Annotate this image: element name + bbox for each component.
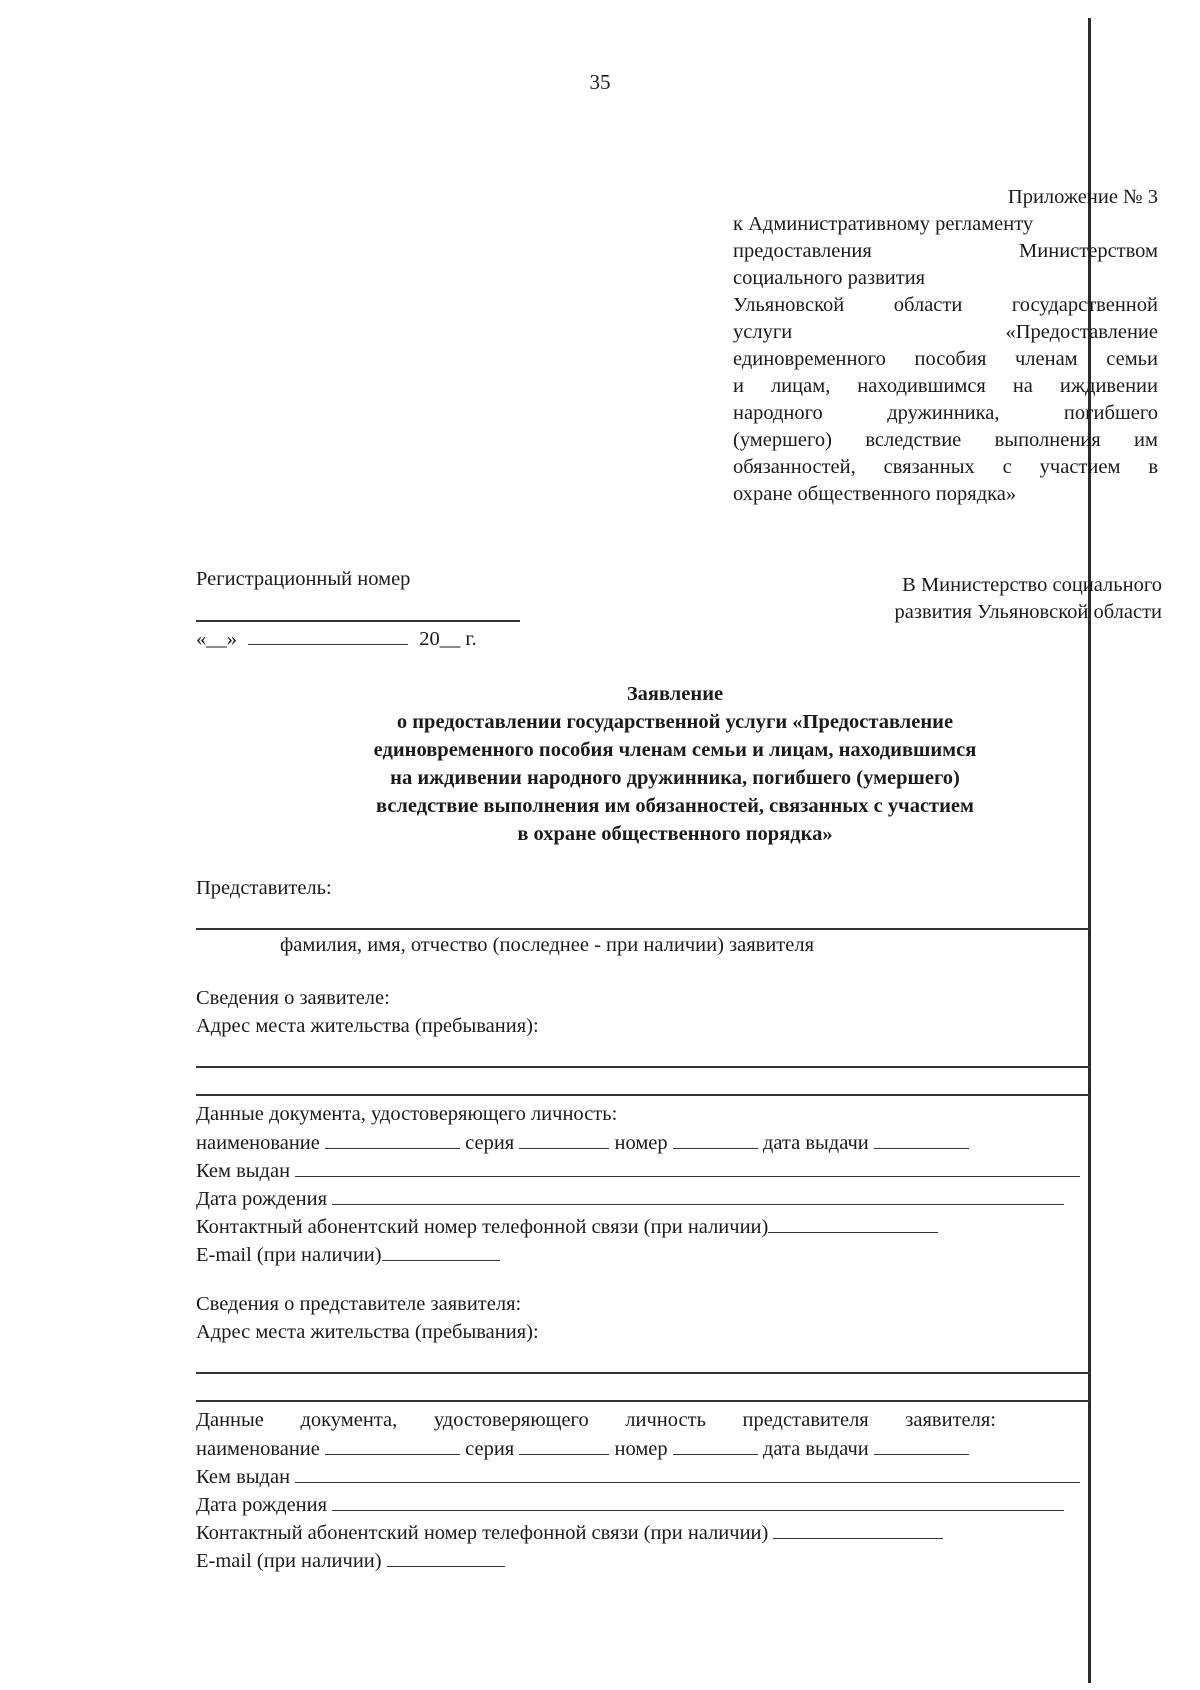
rep-doc-name-field[interactable] xyxy=(325,1436,460,1455)
issued-by-field[interactable] xyxy=(295,1158,1080,1177)
rep-address-label: Адрес места жительства (пребывания): xyxy=(196,1321,539,1343)
date-day: «__» xyxy=(196,628,237,650)
issued-by-label: Кем выдан xyxy=(196,1160,291,1182)
appendix-block xyxy=(733,184,1158,508)
title-line: вследствие выполнения им обязанностей, связанных с участием xyxy=(376,795,974,817)
date-year: 20__ г. xyxy=(419,628,477,650)
rep-email-label: E-mail (при наличии) xyxy=(196,1550,382,1572)
addressee-block xyxy=(822,572,1162,626)
title-line: единовременного пособия членам семьи и лицам, находившимся xyxy=(373,739,977,761)
phone-field[interactable] xyxy=(768,1214,938,1233)
rep-birth-field[interactable] xyxy=(332,1492,1064,1511)
doc-number-label: номер xyxy=(614,1132,668,1154)
doc-series-field[interactable] xyxy=(519,1130,609,1149)
registration-label: Регистрационный номер xyxy=(196,568,411,590)
rep-issued-by-label: Кем выдан xyxy=(196,1466,291,1488)
rep-doc-number-label: номер xyxy=(614,1438,668,1460)
rep-doc-number-field[interactable] xyxy=(673,1436,758,1455)
rep-email-row xyxy=(196,1548,505,1573)
rep-issued-by-field[interactable] xyxy=(295,1464,1080,1483)
rep-doc-row xyxy=(196,1436,969,1461)
doc-name-field[interactable] xyxy=(325,1130,460,1149)
appendix-line: охране общественного порядка» xyxy=(733,483,1017,505)
doc-issue-date-label: дата выдачи xyxy=(762,1132,869,1154)
registration-date xyxy=(196,626,477,651)
title-line: в охране общественного порядка» xyxy=(517,823,833,845)
rep-phone-row xyxy=(196,1520,943,1545)
rep-doc-name-label: наименование xyxy=(196,1438,320,1460)
email-label: E-mail (при наличии) xyxy=(196,1244,382,1266)
registration-number-field[interactable] xyxy=(196,620,520,622)
applicant-email-row xyxy=(196,1242,500,1267)
email-field[interactable] xyxy=(382,1242,500,1261)
appendix-line: социального развития xyxy=(733,267,926,289)
applicant-address-field-2[interactable] xyxy=(196,1094,1090,1096)
rep-doc-series-field[interactable] xyxy=(519,1436,609,1455)
rep-doc-series-label: серия xyxy=(465,1438,515,1460)
applicant-birth-row xyxy=(196,1186,1064,1211)
rep-phone-label: Контактный абонентский номер телефонной связи (при наличии) xyxy=(196,1522,769,1544)
appendix-line: предоставления Министерством xyxy=(733,240,1158,262)
applicant-doc-row xyxy=(196,1130,969,1155)
representative-caption: фамилия, имя, отчество (последнее - при наличии) заявителя xyxy=(280,934,815,956)
addressee-line: развития Ульяновской области xyxy=(894,601,1162,623)
birth-field[interactable] xyxy=(332,1186,1064,1205)
appendix-line: обязанностей, связанных с участием в xyxy=(733,456,1158,478)
doc-series-label: серия xyxy=(465,1132,515,1154)
representative-name-field[interactable] xyxy=(196,928,1090,930)
appendix-line: единовременного пособия членам семьи xyxy=(733,348,1158,370)
representative-label: Представитель: xyxy=(196,877,332,899)
rep-doc-issue-date-field[interactable] xyxy=(874,1436,969,1455)
page-number: 35 xyxy=(589,70,611,94)
applicant-address-label: Адрес места жительства (пребывания): xyxy=(196,1015,539,1037)
rep-address-field-1[interactable] xyxy=(196,1372,1090,1374)
appendix-line: Ульяновской области государственной xyxy=(733,294,1158,316)
appendix-line: и лицам, находившимся на иждивении xyxy=(733,375,1158,397)
rep-birth-label: Дата рождения xyxy=(196,1494,328,1516)
rep-section-title: Сведения о представителе заявителя: xyxy=(196,1293,522,1315)
addressee-line: В Министерство социального xyxy=(902,574,1162,596)
rep-issued-by-row xyxy=(196,1464,1080,1489)
title-line: на иждивении народного дружинника, погибшего (умершего) xyxy=(390,767,960,789)
applicant-phone-row xyxy=(196,1214,938,1239)
rep-address-field-2[interactable] xyxy=(196,1400,1090,1402)
appendix-line: народного дружинника, погибшего xyxy=(733,402,1158,424)
rep-birth-row xyxy=(196,1492,1064,1517)
rep-email-field[interactable] xyxy=(387,1548,505,1567)
applicant-issued-by-row xyxy=(196,1158,1080,1183)
doc-name-label: наименование xyxy=(196,1132,320,1154)
title-line: о предоставлении государственной услуги «Предоставление xyxy=(396,711,954,733)
appendix-line: (умершего) вследствие выполнения им xyxy=(733,429,1158,451)
rep-phone-field[interactable] xyxy=(773,1520,943,1539)
doc-issue-date-field[interactable] xyxy=(874,1130,969,1149)
rep-doc-label: Данные документа, удостоверяющего личность представителя заявителя: xyxy=(196,1409,996,1431)
applicant-doc-label: Данные документа, удостоверяющего личность: xyxy=(196,1103,618,1125)
phone-label: Контактный абонентский номер телефонной связи (при наличии) xyxy=(196,1216,769,1238)
applicant-address-field-1[interactable] xyxy=(196,1066,1090,1068)
appendix-line: к Административному регламенту xyxy=(733,213,1034,235)
birth-label: Дата рождения xyxy=(196,1188,328,1210)
title-heading: Заявление xyxy=(626,683,724,705)
doc-number-field[interactable] xyxy=(673,1130,758,1149)
appendix-line: услуги «Предоставление xyxy=(733,321,1158,343)
appendix-title: Приложение № 3 xyxy=(1007,186,1158,208)
applicant-section-title: Сведения о заявителе: xyxy=(196,987,390,1009)
rep-doc-issue-date-label: дата выдачи xyxy=(762,1438,869,1460)
date-month-field[interactable] xyxy=(248,626,408,645)
application-title xyxy=(195,680,1155,848)
